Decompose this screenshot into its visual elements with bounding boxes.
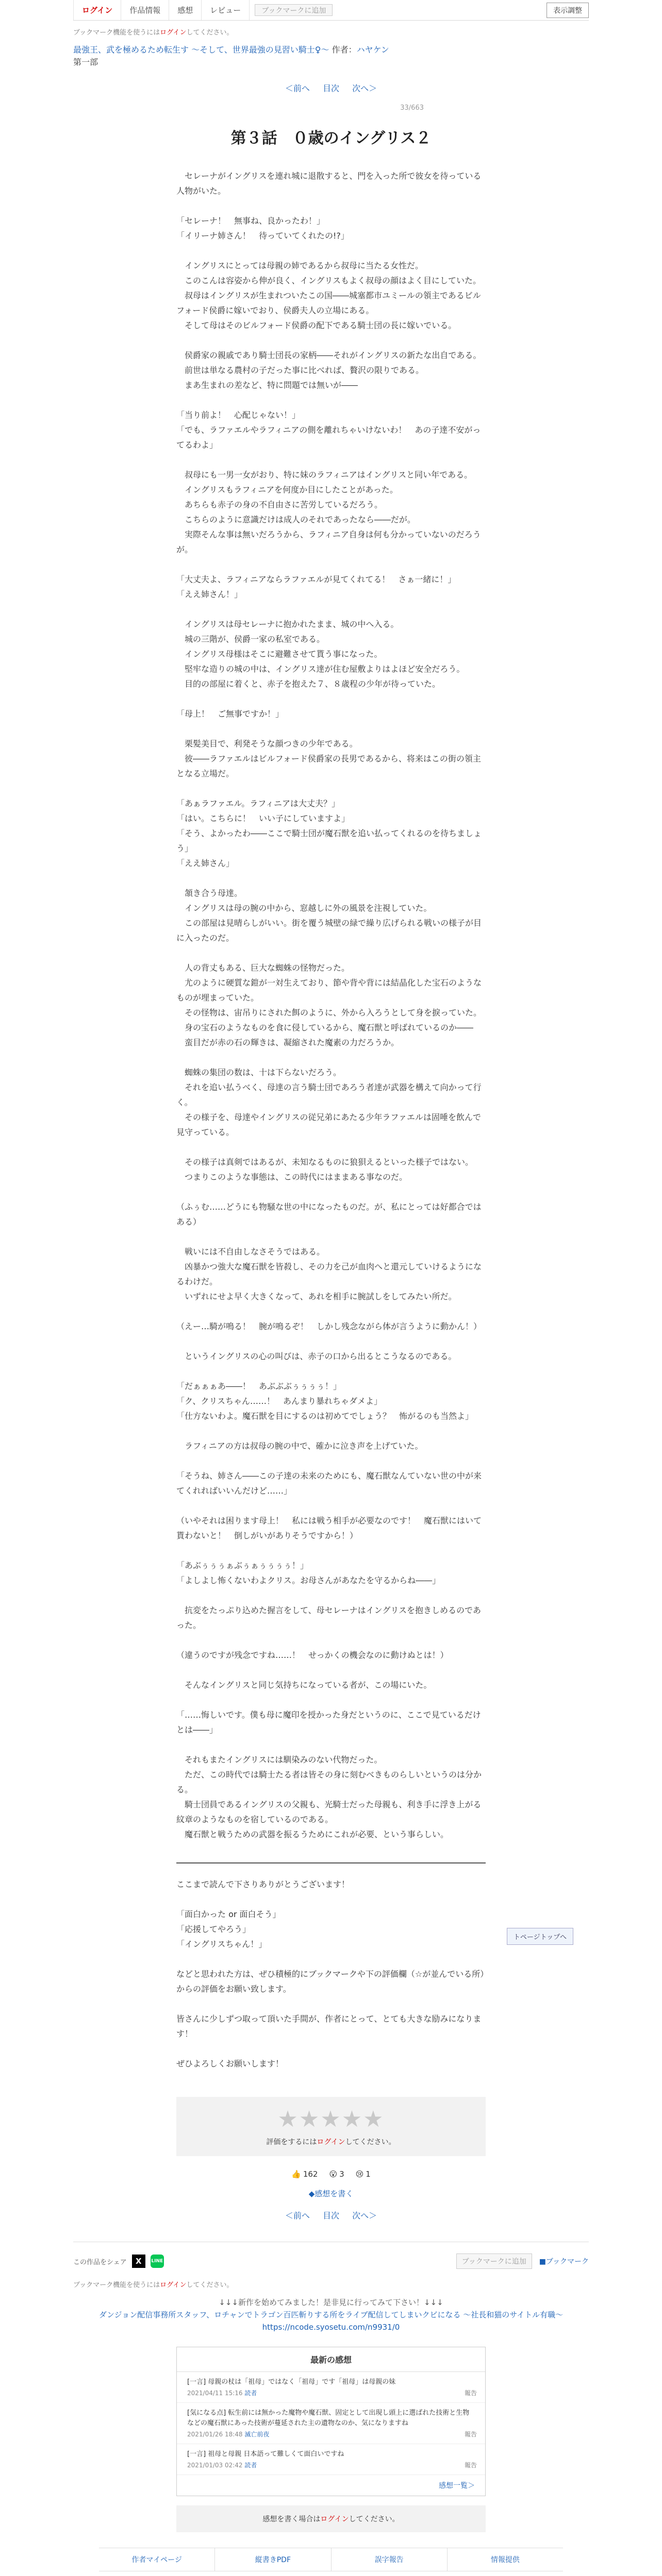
novel-paragraph: 彼――ラファエルはビルフォード侯爵家の長男であるから、将来はこの街の領主となる立場だ。 <box>176 754 481 778</box>
impr-login-text: 感想を書く場合は <box>262 2515 321 2523</box>
novel-paragraph: ラフィニアの方は叔母の腕の中で、確かに泣き声を上げていた。 <box>176 1441 423 1451</box>
impressions-list-link[interactable]: 感想一覧＞ <box>439 2482 475 2490</box>
novel-paragraph <box>176 871 486 886</box>
novel-paragraph: 「よしよし怖くないわよクリス。お母さんがあなたを守るからね――」 <box>176 1575 441 1585</box>
series-info <box>73 44 589 69</box>
impression-user-link[interactable]: 滅亡前夜 <box>244 2431 270 2438</box>
novel-paragraph: イングリスもラフィニアを何度か目にしたことがあった。 <box>176 485 398 495</box>
novel-paragraph: 「母上！ ご無事ですか！」 <box>176 709 284 719</box>
reaction-row <box>73 2170 589 2179</box>
impression-date: 2021/04/11 15:16 <box>187 2389 243 2397</box>
novel-paragraph: 目的の部屋に着くと、赤子を抱えた７、８歳程の少年が待っていた。 <box>176 679 441 689</box>
latest-impressions-box <box>176 2347 486 2496</box>
afterword-paragraph: などと思われた方は、ぜひ積極的にブックマークや下の評価欄（☆が並んでいる所）からの評価をお願い致します。 <box>176 1969 485 1994</box>
afterword-paragraph <box>176 1952 486 1967</box>
novel-paragraph: 叔母はイングリスが生まれついたこの国――城塞都市ユミールの領主であるビルフォード侯爵に嫁いでおり、侯爵夫人の立場にある。 <box>176 291 481 315</box>
footer-links <box>99 2548 563 2571</box>
impression-user-link[interactable]: 読者 <box>244 2462 257 2469</box>
novel-paragraph: 騎士団員であるイングリスの父親も、光騎士だった母親も、利き手に浮き上がる紋章のようなものを宿しているのである。 <box>176 1800 482 1824</box>
novel-paragraph: ただ、この時代では騎士たる者は皆その身に刻むべきものらしいというのは分かる。 <box>176 1770 482 1794</box>
novel-paragraph: 「仕方ないわよ。魔石獣を目にするのは初めてでしょう？ 怖がるのも当然よ」 <box>176 1411 474 1421</box>
novel-paragraph: 凶暴かつ強大な魔石獣を皆殺し、その力を己が血肉へと還元していけるようになるわけだ。 <box>176 1262 482 1286</box>
novel-paragraph <box>176 1543 486 1558</box>
novel-paragraph: イングリスにとっては母親の姉であるから叔母に当たる女性だ。 <box>176 261 424 270</box>
info-provide-link[interactable]: 情報提供 <box>490 2556 520 2564</box>
novel-paragraph: 「はい。こちらに！ いい子にしていますよ」 <box>176 814 350 823</box>
novel-paragraph: 「ク、クリスちゃん……！ あんまり暴れちゃダメよ」 <box>176 1396 383 1406</box>
line-share-icon[interactable]: LINE <box>151 2255 164 2268</box>
episode-counter: 33/663 <box>400 104 424 112</box>
novel-paragraph <box>176 1050 486 1065</box>
author-mypage-link[interactable]: 作者マイページ <box>99 2548 215 2571</box>
novel-paragraph: 尤のように硬質な鎧が一対生えており、節や背や背には結晶化した宝石のようなものが埋まっていた。 <box>176 978 482 1003</box>
novel-paragraph <box>176 1423 486 1438</box>
impression-item <box>177 2403 485 2444</box>
novel-paragraph: 「イリーナ姉さん！ 待っていてくれたの!?」 <box>176 231 349 241</box>
novel-paragraph: 身の宝石のようなものを食に侵しているから、魔石獣と呼ばれているのか―― <box>176 1023 474 1032</box>
promo-title-link[interactable]: ダンジョン配信事務所スタッフ、ロチャンでトラゴン百匹斬りする所をライブ配信してしまいクビになる ～社長和猫のサイトル有職～ <box>98 2310 564 2319</box>
impression-date: 2021/01/26 18:48 <box>187 2431 243 2438</box>
impr-login-after: してください。 <box>349 2515 400 2523</box>
impression-meta <box>187 2388 475 2397</box>
main-nav <box>73 0 338 20</box>
novel-paragraph: イングリスは母の腕の中から、窓越しに外の風景を注視していた。 <box>176 903 432 913</box>
novel-paragraph: 魔石獣と戦うための武器を振るうためにこれが必要、という事らしい。 <box>176 1829 449 1839</box>
novel-paragraph: こちらのように意識だけは成人のそれであったなら――だが。 <box>176 515 416 524</box>
episode-title: 第３話 ０歳のイングリス２ <box>230 129 432 147</box>
novel-paragraph: 実際そんな事は無いだろうから、ラフィニア自身は何も分かっていないのだろうが。 <box>176 530 481 554</box>
write-impression-link[interactable]: ◆感想を書く <box>308 2189 354 2198</box>
afterword-paragraph <box>176 1892 486 1907</box>
bookmark-link[interactable] <box>539 2256 589 2266</box>
bookmark-add-button-disabled-bottom: ブックマークに追加 <box>456 2253 532 2269</box>
reaction-good[interactable] <box>291 2170 318 2179</box>
novel-paragraph: 栗髪美目で、利発そうな顔つきの少年である。 <box>176 739 358 749</box>
novel-paragraph: （えー…騎が鳴る！ 腕が鳴るぞ！ しかし残念ながら体が言うように動かん！） <box>176 1321 482 1331</box>
impression-item <box>177 2372 485 2403</box>
promo-heading: ↓↓↓新作を始めてみました！是非見に行ってみて下さい！↓↓↓ <box>219 2298 443 2307</box>
novel-paragraph <box>176 691 486 706</box>
novel-paragraph: まあ生まれの差など、特に問題では無いが―― <box>176 380 358 390</box>
afterword-paragraph: ぜひよろしくお願いします！ <box>176 2059 284 2069</box>
novel-paragraph: 「……悔しいです。僕も母に魔印を授かった身だというのに、ここで見ているだけとは――」 <box>176 1710 481 1735</box>
novel-paragraph: 「大丈夫よ、ラフィニアならラファエルが見てくれてる！ さぁ一緒に！」 <box>176 574 456 584</box>
novel-paragraph <box>176 781 486 796</box>
novel-paragraph: （ふぅむ……どうにも物騒な世の中になったものだ。が、私にとっては好都合ではある） <box>176 1202 482 1227</box>
novel-paragraph: 人の背丈もある、巨大な蜘蛛の怪物だった。 <box>176 963 350 973</box>
novel-paragraph: あちらも赤子の身の不自由さに苦労しているだろう。 <box>176 500 383 510</box>
novel-paragraph <box>176 1633 486 1648</box>
novel-paragraph <box>176 1140 486 1155</box>
novel-paragraph <box>176 602 486 617</box>
impression-meta <box>187 2430 475 2438</box>
afterword-paragraph: 皆さんに少しずつ取って頂いた手間が、作者にとって、とても大きな励みになります！ <box>176 2014 482 2039</box>
prev-episode-link-bottom[interactable]: ＜前へ <box>285 2211 310 2221</box>
novel-paragraph: 叔母にも一男一女がおり、特に妹のラフィニアはイングリスと同い年である。 <box>176 470 473 480</box>
novel-paragraph: その怪物は、宙吊りにされた餌のように、外から入ろうとして身を捩っていた。 <box>176 1008 482 1018</box>
rating-note-text: 評価をするには <box>266 2138 317 2146</box>
bookmark-add-button-disabled: ブックマークに追加 <box>255 4 333 16</box>
novel-paragraph: そして母はそのビルフォード侯爵の配下である騎士団の長に嫁いでいる。 <box>176 320 457 330</box>
bookmark-login-notice <box>73 27 589 37</box>
crying-face-icon: 😢 <box>355 2170 364 2179</box>
afterword-paragraph: ここまで読んで下さりありがとうございます！ <box>176 1879 350 1889</box>
reaction-count: 1 <box>366 2170 371 2179</box>
novel-paragraph <box>176 1364 486 1379</box>
vertical-pdf-link[interactable]: 縦書きPDF <box>215 2548 331 2571</box>
novel-paragraph <box>176 1334 486 1349</box>
latest-impressions-heading: 最新の感想 <box>177 2347 485 2372</box>
novel-paragraph: （いやそれは困ります母上！ 私には戦う相手が必要なのです！ 魔石獣にはいて貰わないと！ 倒しがいがありそうですから！） <box>176 1516 482 1540</box>
report-link[interactable]: 報告 <box>464 2389 477 2397</box>
novel-paragraph: つまりこのような事態は、この時代にはままある事なのだ。 <box>176 1172 408 1182</box>
part-label: 第一部 <box>73 57 98 67</box>
novel-paragraph: 蛮目だが赤の石の輝きは、凝縮された魔素の力だろうか。 <box>176 1038 400 1047</box>
novel-paragraph: 「そう、よかったわ――ここで騎士団が魔石獣を追い払ってくれるのを待ちましょう」 <box>176 828 482 853</box>
novel-paragraph: セレーナがイングリスを連れ城に退散すると、門を入った所で彼女を待っている人物がいた。 <box>176 171 482 196</box>
top-nav-bar <box>73 0 589 21</box>
notice-text-after: してください。 <box>186 29 234 37</box>
novel-paragraph: 抗変をたっぷり込めた握言をして、母セレーナはイングリスを抱きしめるのであった。 <box>176 1605 482 1630</box>
impression-user-link[interactable]: 読者 <box>244 2389 257 2397</box>
author-label: 作者： <box>332 45 357 55</box>
novel-paragraph: この部屋は見晴らしがいい。街を覆う城壁の緑で繰り広げられる戦いの様子が目に入ったのだ。 <box>176 918 482 943</box>
novel-paragraph: それを追い払うべく、母達の言う騎士団であろう者達が武器を構えて向かって行く。 <box>176 1082 482 1107</box>
novel-paragraph <box>176 557 486 572</box>
review-link[interactable]: レビュー <box>202 0 250 20</box>
novel-paragraph: そんなイングリスと同じ気持ちになっている者が、この場にいた。 <box>176 1680 432 1690</box>
novel-paragraph <box>176 333 486 348</box>
novel-paragraph: 堅牢な造りの城の中は、イングリス達が住む屋敷よりはよほど安全だろう。 <box>176 664 465 674</box>
afterword-paragraph: 「応援してやろう」 <box>176 1924 251 1934</box>
novel-paragraph <box>176 1304 486 1319</box>
impression-meta <box>187 2461 475 2469</box>
episode-pager-top <box>73 82 589 94</box>
novel-paragraph: 頷き合う母達。 <box>176 888 243 898</box>
typo-report-link[interactable]: 誤字報告 <box>332 2548 448 2571</box>
impressions-list <box>177 2372 485 2475</box>
novel-paragraph <box>176 1692 486 1707</box>
novel-paragraph: （違うのですが残念ですね……！ せっかくの機会なのに動けぬとは！） <box>176 1650 449 1660</box>
impressions-more-row <box>177 2475 485 2496</box>
rating-login-note <box>176 2137 486 2147</box>
notice-text-after: してください。 <box>186 2281 234 2289</box>
rating-box <box>176 2097 486 2156</box>
impression-item <box>177 2444 485 2475</box>
author-link[interactable]: ハヤケン <box>356 45 389 55</box>
impression-text[interactable]: [気になる点] 転生前には無かった魔物や魔石獣、固定として出現し頭上に選ばれた技術と生物などの魔石獣にあった技術が蔓延された主の遺物なのか、気になりますね <box>187 2409 470 2427</box>
afterword <box>176 1877 486 2071</box>
write-impression-row <box>73 2188 589 2199</box>
novel-paragraph <box>176 1229 486 1244</box>
novel-paragraph: 「セレーナ！ 無事ね、良かったわ！」 <box>176 216 325 226</box>
display-settings-button[interactable]: 表示調整 <box>547 3 589 18</box>
afterword-paragraph: 「面白かった or 面白そう」 <box>176 1909 281 1919</box>
next-episode-link-bottom[interactable]: 次へ＞ <box>352 2211 377 2221</box>
novel-paragraph: 「ええ姉さん！」 <box>176 589 243 599</box>
login-link[interactable]: ログイン <box>73 0 121 20</box>
novel-paragraph: 「あぶぅぅぅぁぶぅぁぅぅぅぅ！」 <box>176 1561 309 1570</box>
bookmark-label: ブックマーク <box>545 2258 589 2266</box>
novel-paragraph: 戦いには不自由しなさそうではある。 <box>176 1247 325 1257</box>
novel-paragraph: 「あぁラファエル。ラフィニアは大丈夫？」 <box>176 799 340 808</box>
novel-paragraph: いずれにせよ早く大きくなって、あれを相手に腕試しをしてみたい所だ。 <box>176 1292 457 1301</box>
work-info-link[interactable]: 作品情報 <box>121 0 169 20</box>
novel-body <box>176 168 486 1842</box>
x-share-icon[interactable]: X <box>132 2255 145 2268</box>
impression-text[interactable]: [一言] 祖母と母親 日本語って難しくて面白いですね <box>187 2450 344 2458</box>
toc-link-bottom[interactable]: 目次 <box>322 2211 339 2221</box>
share-row <box>73 2253 589 2269</box>
novel-paragraph: それもまたイングリスには馴染みのない代物だった。 <box>176 1755 383 1765</box>
impr-login-link[interactable]: ログイン <box>320 2515 349 2523</box>
surprised-face-icon: 😮 <box>329 2170 338 2179</box>
afterword-paragraph <box>176 2041 486 2056</box>
impression-login-box <box>176 2505 486 2532</box>
notice-text: ブックマーク機能を使うには <box>73 29 160 37</box>
reaction-sad[interactable] <box>356 2170 371 2179</box>
novel-paragraph: 侯爵家の親戚であり騎士団長の家柄――それがイングリスの新たな出自である。 <box>176 350 482 360</box>
next-episode-link[interactable]: 次へ＞ <box>352 83 377 93</box>
novel-paragraph: 「当り前よ！ 心配じゃない！」 <box>176 410 301 420</box>
novel-paragraph: その様子は真剣ではあるが、未知なるものに狼狽えるといった様子ではない。 <box>176 1157 474 1167</box>
novel-paragraph <box>176 1498 486 1513</box>
promo-block <box>73 2296 589 2333</box>
afterword-paragraph: 「イングリスちゃん！」 <box>176 1939 267 1949</box>
share-right <box>456 2253 589 2269</box>
novel-paragraph <box>176 1663 486 1677</box>
report-link[interactable]: 報告 <box>464 2462 477 2469</box>
bookmark-icon: ■ <box>539 2258 546 2266</box>
rating-stars[interactable]: ★★★★★ <box>277 2106 385 2132</box>
novel-paragraph: 「でも、ラファエルやラフィニアの側を離れちゃいけないわ！ あの子達不安がってるわよ」 <box>176 425 481 450</box>
prev-episode-link[interactable]: ＜前へ <box>285 83 310 93</box>
novel-paragraph <box>176 1184 486 1199</box>
thumbs-up-icon: 👍 <box>291 2170 301 2179</box>
rating-note-after: してください。 <box>345 2138 396 2146</box>
novel-paragraph: その様子を、母達やイングリスの従兄弟にあたる少年ラファエルは固唾を飲んで見守っている。 <box>176 1112 482 1137</box>
impression-date: 2021/01/03 02:42 <box>187 2462 243 2469</box>
share-label: この作品をシェア <box>73 2258 127 2266</box>
novel-paragraph <box>176 1453 486 1468</box>
novel-paragraph: 「だぁぁぁあ――！ あぶぶぶぅぅぅぅ！」 <box>176 1381 342 1391</box>
novel-paragraph <box>176 198 486 213</box>
content-wrap <box>73 27 589 2221</box>
episode-pager-bottom <box>73 2209 589 2221</box>
notice-login-link-bottom[interactable]: ログイン <box>160 2281 187 2289</box>
novel-paragraph: このこんは容姿から伸が良く、イングリスもよく叔母の顔はよく目にしていた。 <box>176 276 482 285</box>
novel-paragraph: 前世は単なる農村の子だった事に比べれば、贅沢の限りである。 <box>176 365 424 375</box>
promo-url-link[interactable]: https://ncode.syosetu.com/n9931/0 <box>262 2323 400 2332</box>
novel-paragraph: 蜘蛛の集団の数は、十は下らないだろう。 <box>176 1067 342 1077</box>
bookmark-login-notice-bottom <box>73 2279 589 2289</box>
novel-paragraph: というイングリスの心の叫びは、赤子の口から出るとこうなるのである。 <box>176 1351 457 1361</box>
reaction-count: 3 <box>339 2170 344 2179</box>
novel-paragraph <box>176 1588 486 1603</box>
rating-login-link[interactable]: ログイン <box>317 2138 345 2146</box>
page-top-button[interactable]: トページトップへ <box>507 1928 573 1945</box>
reaction-count: 162 <box>303 2170 318 2179</box>
share-left <box>73 2255 164 2268</box>
novel-paragraph: 「そうね、姉さん――この子達の未来のためにも、魔石獣なんていない世の中が来てくれればいいんだけど……」 <box>176 1471 482 1496</box>
series-title-link[interactable]: 最強王、武を極めるため転生す ～そして、世界最強の見習い騎士♀～ <box>73 45 329 55</box>
novel-paragraph <box>176 945 486 960</box>
afterword-paragraph <box>176 1996 486 2011</box>
footer <box>73 2242 589 2576</box>
novel-paragraph <box>176 721 486 736</box>
report-link[interactable]: 報告 <box>464 2431 477 2438</box>
impression-text[interactable]: [一言] 母親の杖は「祖母」ではなく「祖母」です「祖母」は母親の妹 <box>187 2378 396 2386</box>
notice-text: ブックマーク機能を使うには <box>73 2281 160 2289</box>
novel-paragraph: イングリスは母セレーナに抱かれたまま、城の中へ入る。 <box>176 619 399 629</box>
reaction-surprise[interactable] <box>329 2170 344 2179</box>
novel-paragraph <box>176 393 486 408</box>
notice-login-link[interactable]: ログイン <box>160 29 187 37</box>
impressions-link[interactable]: 感想 <box>169 0 202 20</box>
novel-paragraph: イングリス母様はそこに避難させて貰う事になった。 <box>176 649 383 659</box>
novel-paragraph: 城の三階が、侯爵一家の私室である。 <box>176 634 325 644</box>
novel-paragraph: 「ええ姉さん」 <box>176 858 235 868</box>
novel-paragraph <box>176 452 486 467</box>
toc-link[interactable]: 目次 <box>322 83 339 93</box>
novel-paragraph <box>176 1737 486 1752</box>
afterword-divider <box>176 1862 486 1863</box>
novel-paragraph <box>176 243 486 258</box>
